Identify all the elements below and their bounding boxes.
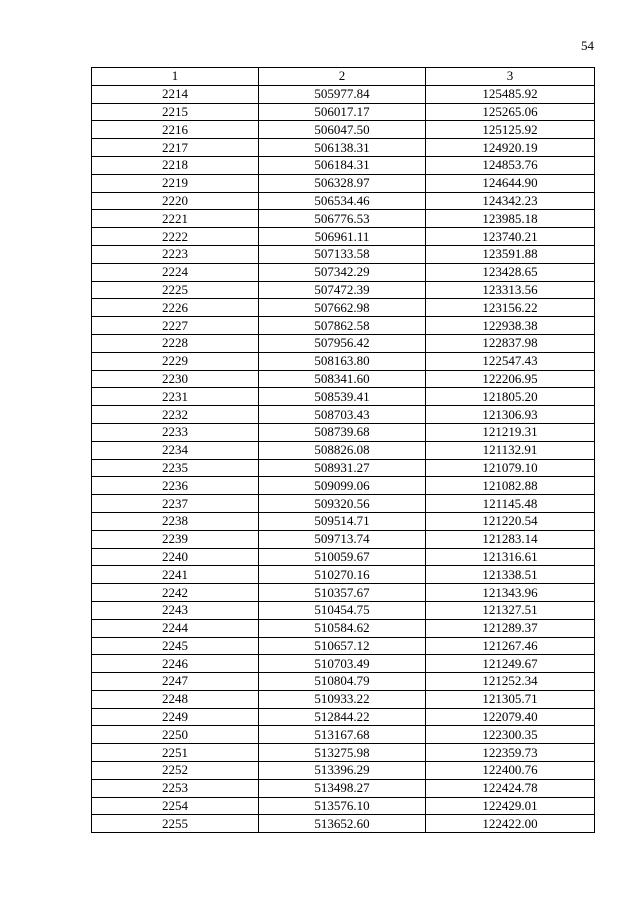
y-coordinate-cell: 121283.14	[426, 530, 595, 548]
point-number-cell: 2214	[92, 85, 259, 103]
x-coordinate-cell: 513652.60	[259, 815, 426, 833]
point-number-cell: 2248	[92, 690, 259, 708]
table-row	[92, 548, 595, 566]
table-row	[92, 192, 595, 210]
header-row	[92, 68, 595, 86]
y-coordinate-cell: 121289.37	[426, 619, 595, 637]
point-number-cell: 2218	[92, 156, 259, 174]
page-number: 54	[581, 38, 594, 53]
x-coordinate-cell: 507956.42	[259, 334, 426, 352]
point-number-cell: 2225	[92, 281, 259, 299]
y-coordinate-cell: 125485.92	[426, 85, 595, 103]
x-coordinate-cell: 509713.74	[259, 530, 426, 548]
table-row	[92, 690, 595, 708]
y-coordinate-cell: 122938.38	[426, 317, 595, 335]
x-coordinate-cell: 506776.53	[259, 210, 426, 228]
point-number-cell: 2232	[92, 406, 259, 424]
point-number-cell: 2247	[92, 673, 259, 691]
y-coordinate-cell: 121219.31	[426, 423, 595, 441]
y-coordinate-cell: 121220.54	[426, 512, 595, 530]
x-coordinate-cell: 509099.06	[259, 477, 426, 495]
point-number-cell: 2253	[92, 779, 259, 797]
y-coordinate-cell: 122079.40	[426, 708, 595, 726]
table-row	[92, 299, 595, 317]
point-number-cell: 2224	[92, 263, 259, 281]
y-coordinate-cell: 121079.10	[426, 459, 595, 477]
y-coordinate-cell: 123428.65	[426, 263, 595, 281]
y-coordinate-cell: 123156.22	[426, 299, 595, 317]
x-coordinate-cell: 509514.71	[259, 512, 426, 530]
x-coordinate-cell: 506138.31	[259, 139, 426, 157]
y-coordinate-cell: 121249.67	[426, 655, 595, 673]
y-coordinate-cell: 123740.21	[426, 228, 595, 246]
point-number-cell: 2255	[92, 815, 259, 833]
x-coordinate-cell: 512844.22	[259, 708, 426, 726]
table-row	[92, 530, 595, 548]
point-number-cell: 2222	[92, 228, 259, 246]
y-coordinate-cell: 122422.00	[426, 815, 595, 833]
point-number-cell: 2254	[92, 797, 259, 815]
table-row	[92, 708, 595, 726]
point-number-cell: 2221	[92, 210, 259, 228]
point-number-cell: 2241	[92, 566, 259, 584]
x-coordinate-cell: 510804.79	[259, 673, 426, 691]
y-coordinate-cell: 121338.51	[426, 566, 595, 584]
table-row	[92, 245, 595, 263]
point-number-cell: 2231	[92, 388, 259, 406]
table-header	[92, 68, 595, 86]
point-number-cell: 2239	[92, 530, 259, 548]
y-coordinate-cell: 121343.96	[426, 584, 595, 602]
x-coordinate-cell: 510357.67	[259, 584, 426, 602]
x-coordinate-cell: 506047.50	[259, 121, 426, 139]
x-coordinate-cell: 508931.27	[259, 459, 426, 477]
point-number-cell: 2251	[92, 744, 259, 762]
table-row	[92, 815, 595, 833]
point-number-cell: 2250	[92, 726, 259, 744]
y-coordinate-cell: 122424.78	[426, 779, 595, 797]
x-coordinate-cell: 513167.68	[259, 726, 426, 744]
point-number-cell: 2227	[92, 317, 259, 335]
point-number-cell: 2219	[92, 174, 259, 192]
point-number-cell: 2215	[92, 103, 259, 121]
x-coordinate-cell: 508826.08	[259, 441, 426, 459]
x-coordinate-cell: 510703.49	[259, 655, 426, 673]
table-row	[92, 512, 595, 530]
y-coordinate-cell: 121252.34	[426, 673, 595, 691]
x-coordinate-cell: 510584.62	[259, 619, 426, 637]
table-row	[92, 673, 595, 691]
table-row	[92, 744, 595, 762]
y-coordinate-cell: 122837.98	[426, 334, 595, 352]
y-coordinate-cell: 124342.23	[426, 192, 595, 210]
y-coordinate-cell: 122359.73	[426, 744, 595, 762]
table-row	[92, 388, 595, 406]
x-coordinate-cell: 513498.27	[259, 779, 426, 797]
x-coordinate-cell: 506328.97	[259, 174, 426, 192]
y-coordinate-cell: 122400.76	[426, 762, 595, 780]
y-coordinate-cell: 124920.19	[426, 139, 595, 157]
x-coordinate-cell: 507342.29	[259, 263, 426, 281]
table-row	[92, 495, 595, 513]
y-coordinate-cell: 121132.91	[426, 441, 595, 459]
point-number-cell: 2226	[92, 299, 259, 317]
y-coordinate-cell: 125265.06	[426, 103, 595, 121]
x-coordinate-cell: 513396.29	[259, 762, 426, 780]
point-number-cell: 2236	[92, 477, 259, 495]
table-row	[92, 352, 595, 370]
x-coordinate-cell: 508163.80	[259, 352, 426, 370]
y-coordinate-cell: 123985.18	[426, 210, 595, 228]
table-row	[92, 619, 595, 637]
point-number-cell: 2220	[92, 192, 259, 210]
y-coordinate-cell: 121327.51	[426, 601, 595, 619]
point-number-cell: 2217	[92, 139, 259, 157]
coordinates-table	[91, 67, 595, 833]
point-number-cell: 2252	[92, 762, 259, 780]
table-row	[92, 637, 595, 655]
x-coordinate-cell: 510059.67	[259, 548, 426, 566]
y-coordinate-cell: 121805.20	[426, 388, 595, 406]
x-coordinate-cell: 510657.12	[259, 637, 426, 655]
y-coordinate-cell: 125125.92	[426, 121, 595, 139]
point-number-cell: 2228	[92, 334, 259, 352]
point-number-cell: 2230	[92, 370, 259, 388]
point-number-cell: 2246	[92, 655, 259, 673]
y-coordinate-cell: 124853.76	[426, 156, 595, 174]
table-row	[92, 655, 595, 673]
x-coordinate-cell: 506961.11	[259, 228, 426, 246]
table-row	[92, 210, 595, 228]
table-row	[92, 726, 595, 744]
table-row	[92, 156, 595, 174]
y-coordinate-cell: 121305.71	[426, 690, 595, 708]
x-coordinate-cell: 508539.41	[259, 388, 426, 406]
point-number-cell: 2216	[92, 121, 259, 139]
table-row	[92, 762, 595, 780]
y-coordinate-cell: 123591.88	[426, 245, 595, 263]
header-col-3: 3	[426, 68, 595, 86]
y-coordinate-cell: 122300.35	[426, 726, 595, 744]
table-row	[92, 779, 595, 797]
y-coordinate-cell: 122429.01	[426, 797, 595, 815]
x-coordinate-cell: 508703.43	[259, 406, 426, 424]
point-number-cell: 2244	[92, 619, 259, 637]
table-row	[92, 121, 595, 139]
point-number-cell: 2234	[92, 441, 259, 459]
x-coordinate-cell: 513275.98	[259, 744, 426, 762]
x-coordinate-cell: 507662.98	[259, 299, 426, 317]
table-row	[92, 406, 595, 424]
x-coordinate-cell: 508739.68	[259, 423, 426, 441]
table-row	[92, 459, 595, 477]
point-number-cell: 2243	[92, 601, 259, 619]
table-row	[92, 423, 595, 441]
x-coordinate-cell: 509320.56	[259, 495, 426, 513]
table-row	[92, 263, 595, 281]
table-row	[92, 174, 595, 192]
point-number-cell: 2237	[92, 495, 259, 513]
y-coordinate-cell: 121082.88	[426, 477, 595, 495]
x-coordinate-cell: 507862.58	[259, 317, 426, 335]
header-col-2: 2	[259, 68, 426, 86]
point-number-cell: 2242	[92, 584, 259, 602]
x-coordinate-cell: 507472.39	[259, 281, 426, 299]
point-number-cell: 2223	[92, 245, 259, 263]
point-number-cell: 2245	[92, 637, 259, 655]
point-number-cell: 2235	[92, 459, 259, 477]
x-coordinate-cell: 510270.16	[259, 566, 426, 584]
table-row	[92, 566, 595, 584]
y-coordinate-cell: 123313.56	[426, 281, 595, 299]
x-coordinate-cell: 506184.31	[259, 156, 426, 174]
point-number-cell: 2249	[92, 708, 259, 726]
header-col-1: 1	[92, 68, 259, 86]
table-row	[92, 228, 595, 246]
y-coordinate-cell: 121306.93	[426, 406, 595, 424]
table-row	[92, 103, 595, 121]
x-coordinate-cell: 507133.58	[259, 245, 426, 263]
point-number-cell: 2240	[92, 548, 259, 566]
table-row	[92, 139, 595, 157]
y-coordinate-cell: 121316.61	[426, 548, 595, 566]
x-coordinate-cell: 508341.60	[259, 370, 426, 388]
table-row	[92, 370, 595, 388]
y-coordinate-cell: 122547.43	[426, 352, 595, 370]
table-row	[92, 281, 595, 299]
table-row	[92, 85, 595, 103]
y-coordinate-cell: 124644.90	[426, 174, 595, 192]
table-row	[92, 334, 595, 352]
x-coordinate-cell: 506534.46	[259, 192, 426, 210]
x-coordinate-cell: 505977.84	[259, 85, 426, 103]
table-row	[92, 601, 595, 619]
y-coordinate-cell: 121145.48	[426, 495, 595, 513]
table-row	[92, 477, 595, 495]
point-number-cell: 2229	[92, 352, 259, 370]
x-coordinate-cell: 506017.17	[259, 103, 426, 121]
y-coordinate-cell: 121267.46	[426, 637, 595, 655]
table-body	[92, 85, 595, 832]
table-row	[92, 797, 595, 815]
point-number-cell: 2238	[92, 512, 259, 530]
x-coordinate-cell: 513576.10	[259, 797, 426, 815]
x-coordinate-cell: 510933.22	[259, 690, 426, 708]
table-row	[92, 441, 595, 459]
table-row	[92, 317, 595, 335]
y-coordinate-cell: 122206.95	[426, 370, 595, 388]
table-row	[92, 584, 595, 602]
point-number-cell: 2233	[92, 423, 259, 441]
x-coordinate-cell: 510454.75	[259, 601, 426, 619]
